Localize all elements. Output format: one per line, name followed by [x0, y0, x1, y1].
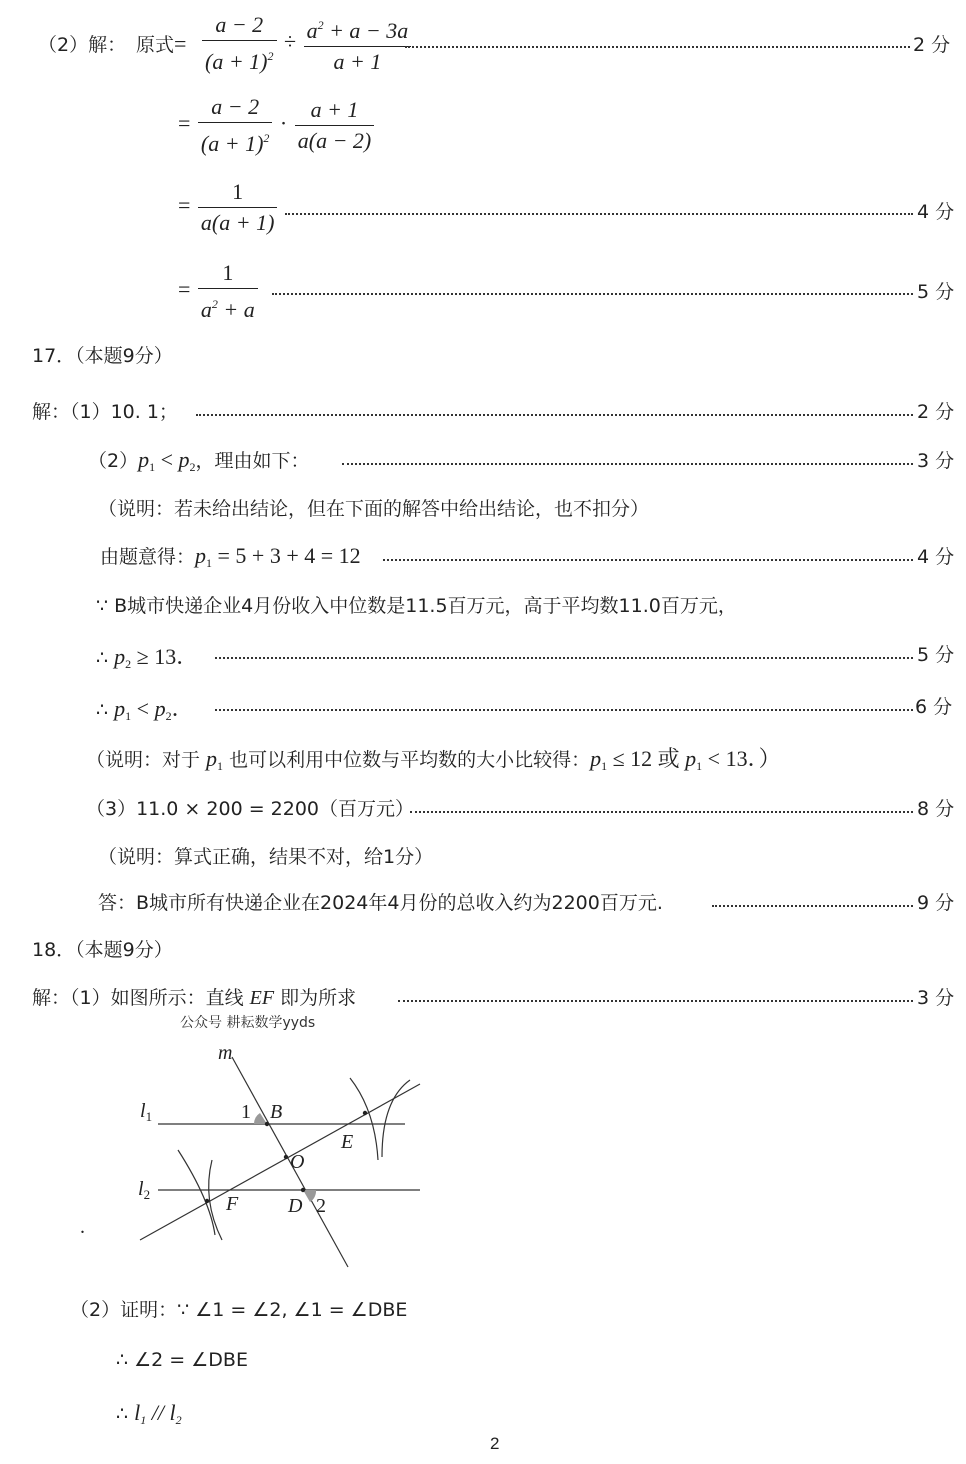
score-label: 2 分 — [913, 34, 951, 56]
fraction: $\frac{a^2 + a - 3a}{a + 1}$ — [304, 10, 412, 77]
score-label: 6 分 — [915, 696, 953, 718]
step1-expression: $\frac{a - 2}{(a + 1)^2}$ ÷ $\frac{a^2 + a - 3a}{a + 1}$ — [200, 10, 413, 77]
label-o: O — [290, 1151, 305, 1173]
q18-proof-3: ∴ $l_1 // l_2$ — [116, 1400, 182, 1427]
q17-note-2: （说明：对于 $p_1$ 也可以利用中位数与平均数的大小比较得：$p_1 \le 12$ 或 $p_1 < 13$．） — [86, 746, 781, 773]
part2-label: （2）解： — [38, 34, 127, 56]
label-e: E — [341, 1131, 354, 1153]
q17-answer-3: 由题意得：$p_1 = 5 + 3 + 4 = 12$ — [100, 543, 361, 570]
label-d: D — [288, 1195, 303, 1217]
leader-dots — [712, 905, 913, 907]
step4-expression: = $\frac{1}{a^2 + a}$ — [178, 258, 260, 325]
score-label: 3 分 — [917, 987, 955, 1009]
fraction: $\frac{a - 2}{(a + 1)^2}$ — [202, 10, 277, 77]
q17-therefore-1: ∴ $p_2 \ge 13$． — [96, 644, 199, 671]
angle-1-mark — [254, 1113, 267, 1124]
leader-dots — [285, 213, 913, 215]
q17-note-1: （说明：若未给出结论，但在下面的解答中给出结论，也不扣分） — [98, 498, 650, 520]
q17-final-answer: 答：B城市所有快递企业在2024年4月份的总收入约为2200百万元. — [98, 892, 663, 914]
stray-dot: . — [80, 1216, 85, 1238]
leader-dots — [342, 463, 913, 465]
point-o — [284, 1155, 288, 1159]
fraction: $\frac{1}{a(a + 1)}$ — [198, 177, 278, 238]
leader-dots — [196, 414, 913, 416]
q17-therefore-2: ∴ $p_1 < p_2$． — [96, 696, 194, 723]
leader-dots — [398, 1000, 913, 1002]
score-label: 5 分 — [917, 644, 955, 666]
leader-dots — [383, 559, 913, 561]
score-label: 3 分 — [917, 450, 955, 472]
step3-expression: = $\frac{1}{a(a + 1)}$ — [178, 177, 279, 238]
angle-2-mark — [303, 1190, 316, 1202]
score-label: 4 分 — [917, 546, 955, 568]
score-label: 8 分 — [917, 798, 955, 820]
construction-arc — [178, 1150, 215, 1235]
fraction: $\frac{a - 2}{(a + 1)^2}$ — [198, 92, 273, 159]
score-label: 4 分 — [917, 201, 955, 223]
point-f — [205, 1199, 209, 1203]
q17-note-3: （说明：算式正确，结果不对，给1分） — [98, 846, 434, 868]
q17-answer-4: （3）11.0 × 200 = 2200（百万元） — [86, 798, 415, 820]
q17-answer-1: 解：（1）10. 1； — [32, 401, 178, 423]
point-d — [301, 1188, 305, 1192]
geometry-figure — [120, 1035, 440, 1275]
watermark-text: 公众号 耕耘数学yyds — [180, 1015, 316, 1031]
fraction: $\frac{1}{a^2 + a}$ — [198, 258, 258, 325]
yuanshi-label: 原式= — [136, 31, 187, 56]
leader-dots — [272, 293, 913, 295]
leader-dots — [215, 657, 913, 659]
label-l2: $l_2$ — [138, 1178, 151, 1202]
q17-because: ∵ B城市快递企业4月份收入中位数是11.5百万元，高于平均数11.0百万元， — [96, 595, 737, 617]
score-label: 9 分 — [917, 892, 955, 914]
point-e — [363, 1111, 367, 1115]
label-f: F — [226, 1193, 239, 1215]
score-label: 5 分 — [917, 281, 955, 303]
leader-dots — [215, 709, 913, 711]
q18-answer-1: 解：（1）如图所示：直线 EF 即为所求 — [32, 987, 357, 1009]
label-b: B — [270, 1101, 283, 1123]
leader-dots — [410, 811, 913, 813]
label-angle-2: 2 — [316, 1195, 326, 1217]
label-angle-1: 1 — [241, 1101, 251, 1123]
q18-proof-2: ∴ ∠2 = ∠DBE — [116, 1349, 248, 1371]
construction-arc — [350, 1078, 378, 1160]
label-m: m — [218, 1042, 233, 1064]
score-label: 2 分 — [917, 401, 955, 423]
q17-answer-2: $(2)p_1 < p_2$，理由如下： — [88, 447, 310, 474]
q18-heading: 18．（本题9分） — [32, 939, 173, 961]
leader-dots — [405, 46, 910, 48]
q17-heading: 17．（本题9分） — [32, 345, 173, 367]
point-b — [265, 1122, 269, 1126]
step2-expression: = $\frac{a - 2}{(a + 1)^2}$ · $\frac{a + 1}{a(a - 2)}$ — [178, 92, 376, 159]
fraction: $\frac{a + 1}{a(a - 2)}$ — [295, 95, 375, 156]
label-l1: $l_1$ — [140, 1100, 153, 1124]
q18-proof-1: （2）证明：∵ ∠1 = ∠2, ∠1 = ∠DBE — [70, 1299, 408, 1321]
page-number: 2 — [490, 1434, 500, 1453]
